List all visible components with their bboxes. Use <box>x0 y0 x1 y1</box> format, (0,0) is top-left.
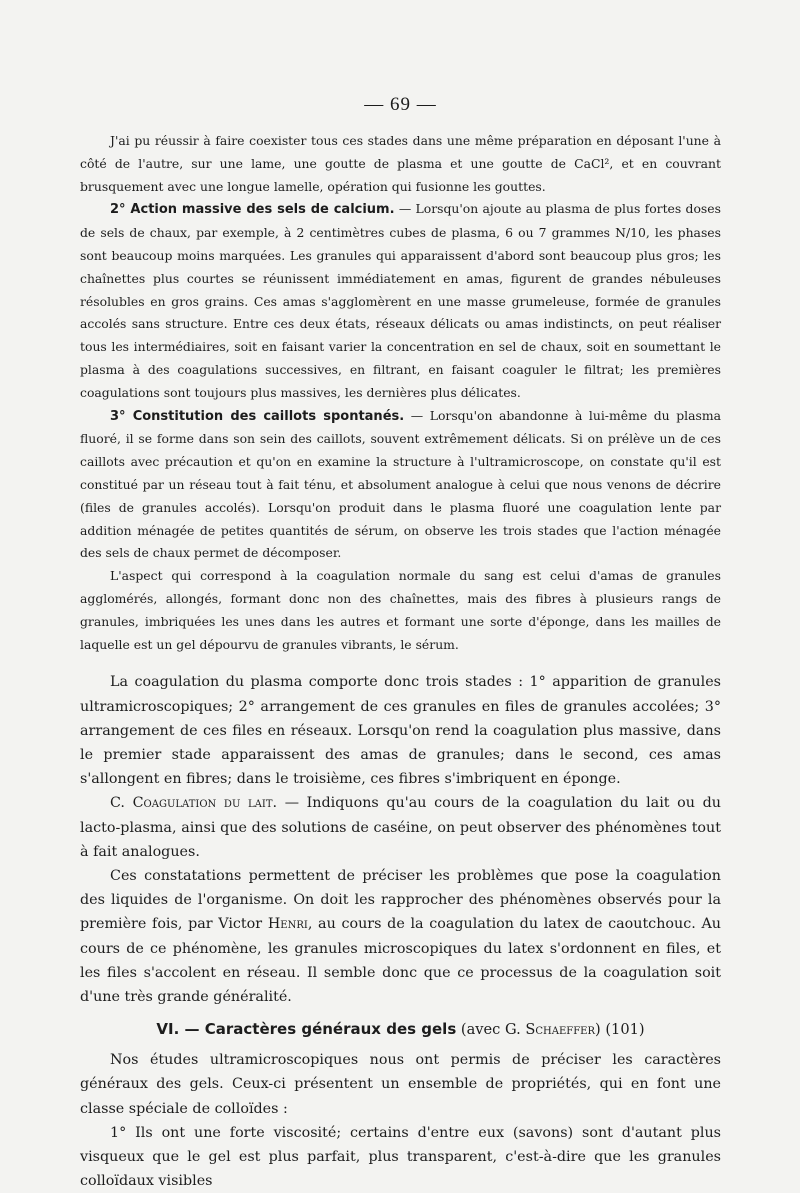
section-heading-gels <box>80 1017 721 1042</box>
paragraph-viscosity: 1° Ils ont une forte viscosité; certains d'entre eux (savons) sont d'autant plus visqueux que le gel est plus parfait, plus transparent, c'est-à-dire que les granules colloïdaux visibles <box>80 1124 721 1190</box>
heading-paren-close: ) (101) <box>595 1021 645 1039</box>
latex-text-after: , au cours de la coagulation du latex de caoutchouc. Au cours de ce phénomène, les granules microscopiques du latex s'ordonnent en files, et les files s'accolent en réseau. Il semble donc que ce processus de la coagulation soit d'une très grande généralité. <box>80 916 721 1005</box>
subheading-calcium-action: 2° Action massive des sels de calcium. <box>110 202 395 218</box>
heading-paren-open: (avec G. <box>456 1021 526 1039</box>
paragraph-latex-comparison <box>80 864 721 1009</box>
latex-text-before: Ces constatations permettent de préciser les problèmes que pose la coagulation des liquides de l'organisme. On doit les rapprocher des phénomènes observés pour la première fois, par Victor <box>80 867 721 933</box>
small-print-section <box>80 130 721 656</box>
section-heading-title: VI. — Caractères généraux des gels <box>156 1020 457 1039</box>
paragraph-three-stages: La coagulation du plasma comporte donc trois stades : 1° apparition de granules ultramicroscopiques; 2° arrangement de ces granules en files de granules accolées; 3° arrangement de ces files en réseaux. Lorsqu'on rend la coagulation plus massive, dans le premier stade apparaissent des amas de granules; dans le second, ces amas s'allongent en fibres; dans le troisième, ces fibres s'imbriquent en éponge. <box>80 674 721 788</box>
calcium-action-body: — Lorsqu'on ajoute au plasma de plus fortes doses de sels de chaux, par exemple, à 2 centimètres cubes de plasma, 6 ou 7 grammes N/10, les phases sont beaucoup moins marquées. Les granules qui apparaissent d'abord sont beaucoup plus gros; les chaînettes plus courtes se réunissent immédiatement en amas, figurent de grandes nébuleuses résolubles en gros grains. Ces amas s'agglomèrent en une masse grumeleuse, formée de granules accolés sans structure. Entre ces deux états, réseaux délicats ou amas indistincts, on peut réaliser tous les intermédiaires, soit en faisant varier la concentration en sel de chaux, soit en soumettant le plasma à des coagulations successives, en filtrant, en faisant coaguler le filtrat; les premières coagulations sont toujours plus massives, les dernières plus délicates. <box>80 201 721 400</box>
subheading-spontaneous-clots: 3° Constitution des caillots spontanés. <box>110 408 405 424</box>
paragraph-gels-intro: Nos études ultramicroscopiques nous ont permis de préciser les caractères généraux des gels. Ceux-ci présentent un ensemble de propriétés, qui en font une classe spéciale de colloïdes : <box>80 1052 721 1117</box>
author-name-schaeffer: Schaeffer <box>525 1021 596 1039</box>
spontaneous-clots-body: — Lorsqu'on abandonne à lui-même du plasma fluoré, il se forme dans son sein des caillots, souvent extrêmement délicats. Si on prélève un de ces caillots avec précaution et qu'on en examine la structure à l'ultramicroscope, on constate qu'il est constitué par un réseau tout à fait ténu, et absolument analogue à celui que nous venons de décrire (files de granules accolés). Lorsqu'on produit dans le plasma fluoré une coagulation lente par addition ménagée de petites quantités de sérum, on observe les trois stades que l'action ménagée des sels de chaux permet de décomposer. <box>80 407 721 561</box>
paragraph-stages-coexist: J'ai pu réussir à faire coexister tous ces stades dans une même préparation en déposant l'une à côté de l'autre, sur une lame, une goutte de plasma et une goutte de CaCl², et en couvrant brusquement avec une longue lamelle, opération qui fusionne les gouttes. <box>80 133 721 194</box>
author-name-henri: Henri <box>267 916 308 933</box>
paragraph-milk-coagulation <box>80 791 721 864</box>
paragraph-normal-coagulation: L'aspect qui correspond à la coagulation normale du sang est celui d'amas de granules agglomérés, allongés, formant donc non des chaînettes, mais des fibres à plusieurs rangs de granules, imbriquées les unes dans les autres et formant une sorte d'éponge, dans les mailles de laquelle est un gel dépourvu de granules vibrants, le sérum. <box>80 568 721 652</box>
milk-coagulation-label: C. Coagulation du lait. <box>110 795 278 812</box>
paragraph-spontaneous-clots <box>80 405 721 566</box>
main-text-section <box>80 670 721 1193</box>
paragraph-calcium-action <box>80 198 721 404</box>
page-number: — 69 — <box>364 94 437 115</box>
milk-coagulation-body: — Indiquons qu'au cours de la coagulation du lait ou du lacto-plasma, ainsi que des solutions de caséine, on peut observer des phénomènes tout à fait analogues. <box>80 795 721 860</box>
